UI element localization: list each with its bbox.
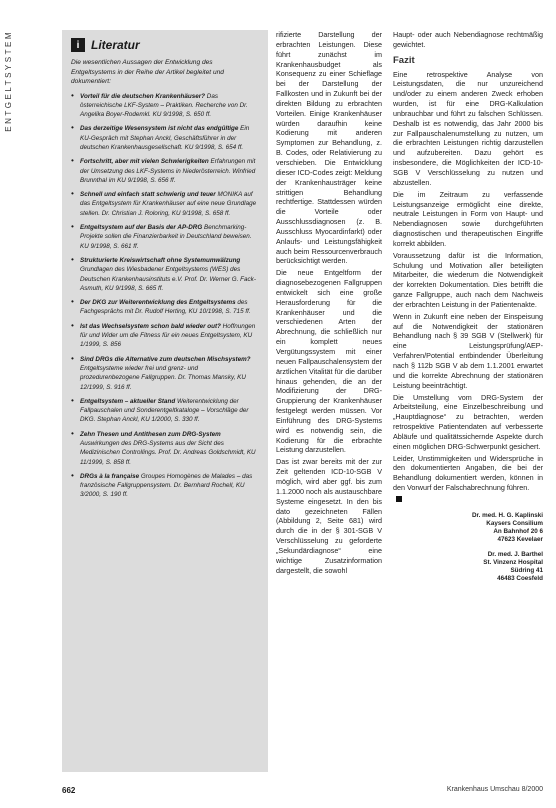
fazit-paragraph: Eine retrospektive Analyse von Leistungsdaten, die nur unzureichend und/oder zu einem anderen Zweck erhoben wurden, ist für eine DRG-Kalkulation unbrauchbar und führt zu falschen Schlüssen. Deshalb ist es notwendig, das Jahr 2000 bis zur Fallpauschalenumstellung zu nutzen, um die erbrachten Leistungen richtig darzustellen und aufzubereiten. Dazu gehört es insbesondere, die Möglichkeiten der ICD-10-SGB V Verschlüsselung zu nutzen und abzustellen. [393,69,543,187]
footer-text: Krankenhaus Umschau 8/2000 [446,786,543,793]
author-line: 46483 Coesfeld [497,574,543,582]
literature-list [71,92,259,500]
literature-item [71,256,259,293]
literature-item-title: Zehn Thesen und Antithesen zum DRG-System [80,430,221,438]
literature-item-desc: Auswirkungen des DRG-Systems aus der Sicht des Medizinischen Controllings. Prof. Dr. Andreas Goldschmidt, KU 11/1999, S. 858 ff. [80,440,256,466]
literature-item-text [80,472,259,500]
literature-item-text [80,124,259,152]
literature-item-desc: Ein KU-Gespräch mit Stephan Anckl, Geschäftsführer in der deutschen Krankenhausgesellschaft. KU 9/1998, S. 654 ff. [80,125,250,151]
fazit-paragraph: Wenn in Zukunft eine neben der Einspeisung auf die Notwendigkeit der stationären Behandlung nach § 39 SGB V (Stellwerk) für eine Leistungsprüfung/AEP-Verfahren/Potential entbindender Überleitung nach § 112b SGB V ab dem 1.1.2001 erwartet und die korrekte Abrechnung der stationären Leistung beeinträchtigt. [393,311,543,390]
fazit-paragraph: Leider, Unstimmigkeiten und Widersprüche in den dokumentierten Angaben, die bei der Behandlung dokumentiert werden, können in den Vorwurf der Falschabrechnung führen. [393,453,543,493]
literature-item-title: Entgeltsystem – aktueller Stand [80,397,176,405]
author-line: 47623 Kevelaer [497,535,543,543]
literature-item [71,190,259,218]
body-paragraph: Das ist zwar bereits mit der zur Zeit geltenden ICD-10-SGB V möglich, wird aber ggf. bis zum 1.1.2000 noch als austauschbare Systeme eingesetzt. In den bis dato gezeichneten Fällen (Abbildung 2, Seite 681) wird durch die in der § 301-SGB V Verschlüsselung zu geforderte „Sekundärdiagnose“ eine wichtige Zusatzinformation dargestellt, die sowohl [276,457,382,575]
bullet-icon: • [71,297,74,307]
literature-item [71,397,259,425]
bullet-icon: • [71,395,74,405]
literature-item-title: Sind DRGs die Alternative zum deutschen Mischsystem? [80,355,251,363]
bullet-icon: • [71,123,74,133]
literature-item-title: Vorteil für die deutschen Krankenhäuser? [80,92,206,100]
right-column [393,30,543,583]
fazit-paragraph: Die Umstellung vom DRG-System der Arbeitsteilung, eine Einzelbeschreibung und „Hauptdiagnose“ zu betrachten, werden retrospektive Patientendaten auf verbesserte Abläufe und qualitätssichernde Aspekte durch einen möglichen DRG-Schwerpunkt gesichert. [393,392,543,451]
bullet-icon: • [71,353,74,363]
literature-item-text [80,397,259,425]
literature-item [71,472,259,500]
literature-item-text [80,322,259,350]
page-number: 662 [62,786,76,795]
sidebar-intro: Die wesentlichen Aussagen der Entwicklung des Entgeltsystems in der Reihe der Artikel begleitet und dokumentiert: [71,59,224,85]
literature-item [71,322,259,350]
literature-item [71,157,259,185]
bullet-icon: • [71,156,74,166]
bullet-icon: • [71,90,74,100]
literature-item-text [80,223,259,251]
author-line: Kaysers Consilium [486,519,543,527]
section-label: ENTGELTSYSTEM [4,30,13,132]
literature-item-title: Der DKG zur Weiterentwicklung des Entgeltsystems [80,299,236,307]
literature-item-text [80,256,259,293]
fazit-heading: Fazit [393,54,415,66]
fazit-paragraph: Voraussetzung dafür ist die Information, Schulung und Motivation aller beteiligten Mitarbeiter, die wiederum die Notwendigkeit der korrekten Dokumentation. Dies betrifft die ganze Fallgruppe, auch nach dem Nachweis der erbrachten Leistung in der Patientenakte. [393,250,543,309]
literature-item-desc: Hoffnungen für und Wider um die Fitness für ein neues Entgeltsystem, KU 1/1999, S. 856 [80,322,256,349]
literature-item-title: Fortschritt, aber mit vielen Schwierigkeiten [80,158,209,166]
literature-item [71,430,259,467]
literature-item-desc: Weiterentwicklung der Fallpauschalen und Sonderentgeltkataloge – Vorschläge der DKG. Stephan Anckl, KU 1/2000, S. 330 ff. [80,397,249,424]
literature-item-title: Das derzeitige Wesensystem ist nicht das endgültige [80,125,239,133]
bullet-icon: • [71,428,74,438]
literature-item-desc: des Fachgesprächs mit Dr. Rudolf Herting, KU 10/1998, S. 715 ff. [80,299,251,316]
sidebar-title: Literatur [91,38,140,52]
literature-item-desc: MONIKA auf das Entgeltsystem für Krankenhäuser auf eine neue Grundlage stellen. Dr. Christian J. Roloring, KU 9/1998, S. 658 ff. [80,191,257,217]
author-line: Südring 41 [510,566,543,574]
literature-item-desc: Groupes Homogènes de Malades – das französische Fallgruppensystem. Dr. Bernhard Rochell, KU 3/2000, S. 190 ff. [80,472,253,499]
signatures [393,512,543,583]
author-signature [393,551,543,583]
bullet-icon: • [71,254,74,264]
literature-item-title: Schnell und einfach statt schwierig und teuer [80,191,216,199]
literature-item [71,298,259,317]
author-line: St. Vinzenz Hospital [483,558,543,566]
body-paragraph: rifizierte Darstellung der erbrachten Leistungen. Diese führt zunächst im Krankenhausbudget als Konsequenz zu einer Schieflage bei der Darstellung der Fallkosten und in Zukunft bei der direkten Bildung zu erbrachten Vorteilen. Einige Krankenhäuser würden daraufhin keine Kodierung mit anderen Symptomen zur Behandlung, z. B. Codes, oder Relativierung zu verschieben. Die Entwicklung dieser ICD-Codes zeigt: Meldung der Krankenhausträger keine strittigen Behandlung rechtfertige. Stattdessen würden die Vorteile oder Ausschlussdiagnosen (z. B. Ausschluss Myocardinfarkt) oder Anlaufs- und Leistungsfähigkeit auch beim Ressourcenverbrauch berücksichtigt werden. [276,30,382,266]
right-top-text: Haupt- oder auch Nebendiagnose rechtmäßig gewichtet. [393,30,543,49]
literature-item-text [80,355,259,392]
literature-item-text [80,298,259,317]
author-line: Dr. med. H. G. Kaplinski [471,511,543,519]
literature-item [71,124,259,152]
bullet-icon: • [71,320,74,330]
literature-item-title: DRGs à la française [80,472,140,480]
sidebar-header [71,38,259,52]
literature-item [71,223,259,251]
literature-item-desc: Erfahrungen mit der Umsetzung des LKF-Systems in Niederösterreich. Winfried Brunnthal im KU 9/1998, S. 656 ff. [80,158,256,184]
info-icon: i [71,38,85,52]
fazit-paragraph: Die im Zeitraum zu verfassende Leistungsanzeige ermöglicht eine direkte, neutrale Leistungen in Form von Haupt- und Nebendiagnosen sowie durchgeführten diagnostischen und therapeutischen Eingriffe korrekt abbilden. [393,189,543,248]
literature-item-desc: Benchmarking-Projekte sollen die Finanzierbarkeit in Deutschland beweisen. KU 9/1998, S. 661 ff. [80,224,252,250]
fazit-body [393,70,543,505]
literature-item-text [80,430,259,467]
literature-item-text [80,190,259,218]
literature-item [71,355,259,392]
literature-item-text [80,157,259,185]
bullet-icon: • [71,470,74,480]
body-paragraph: Die neue Entgeltform der diagnosebezogenen Fallgruppen entwickelt sich eine große Herausforderung für die Krankenhäuser und die verschiedenen Arten der Abrechnung, die schließlich nur ein komplett neues Vergütungssystem mit einer neuen Fallpauschalensystem der ärztlichen Vitalität für die darüber hinaus gehenden, die an der Modifizierung der DRG-Gruppierung der Krankenhäuser festgelegt werden müssen. Vor Einführung des DRG-Systems wird es notwendig sein, die Kodierung für die erbrachte Leistung darzustellen. [276,268,382,455]
literature-item-title: Strukturierte Kreiswirtschaft ohne Systemumwälzung [80,256,241,264]
literature-item-desc: Das österreichische LKF-System – Praktiken. Recherche von Dr. Angelika Boyer-Rodemkl. KU 9/1998, S. 650 ff. [80,92,248,119]
author-signature [393,512,543,544]
literature-sidebar [62,30,268,772]
end-mark-icon [396,496,402,502]
literature-item-title: Entgeltsystem auf der Basis der AP-DRG [80,224,203,232]
bullet-icon: • [71,189,74,199]
middle-column [276,30,382,577]
literature-item-desc: Grundlagen des Wiesbadener Entgeltsystems (WES) des Deutschen Krankenhausinstituts e.V. Prof. Dr. Werner G. Fack-Asmuth, KU 9/1998, S. 665 ff. [80,266,256,292]
literature-item-title: Ist das Wechselsystem schon bald wieder out? [80,322,221,330]
bullet-icon: • [71,222,74,232]
literature-item [71,92,259,120]
literature-item-desc: Entgeltsysteme wieder frei und grenz- und prozedurenbezogene Fallgruppen. Dr. Thomas Mansky, KU 12/1999, S. 916 ff. [80,364,246,391]
literature-item-text [80,92,259,120]
author-line: An Bahnhof 20 6 [493,527,543,535]
author-line: Dr. med. J. Barthel [487,550,543,558]
